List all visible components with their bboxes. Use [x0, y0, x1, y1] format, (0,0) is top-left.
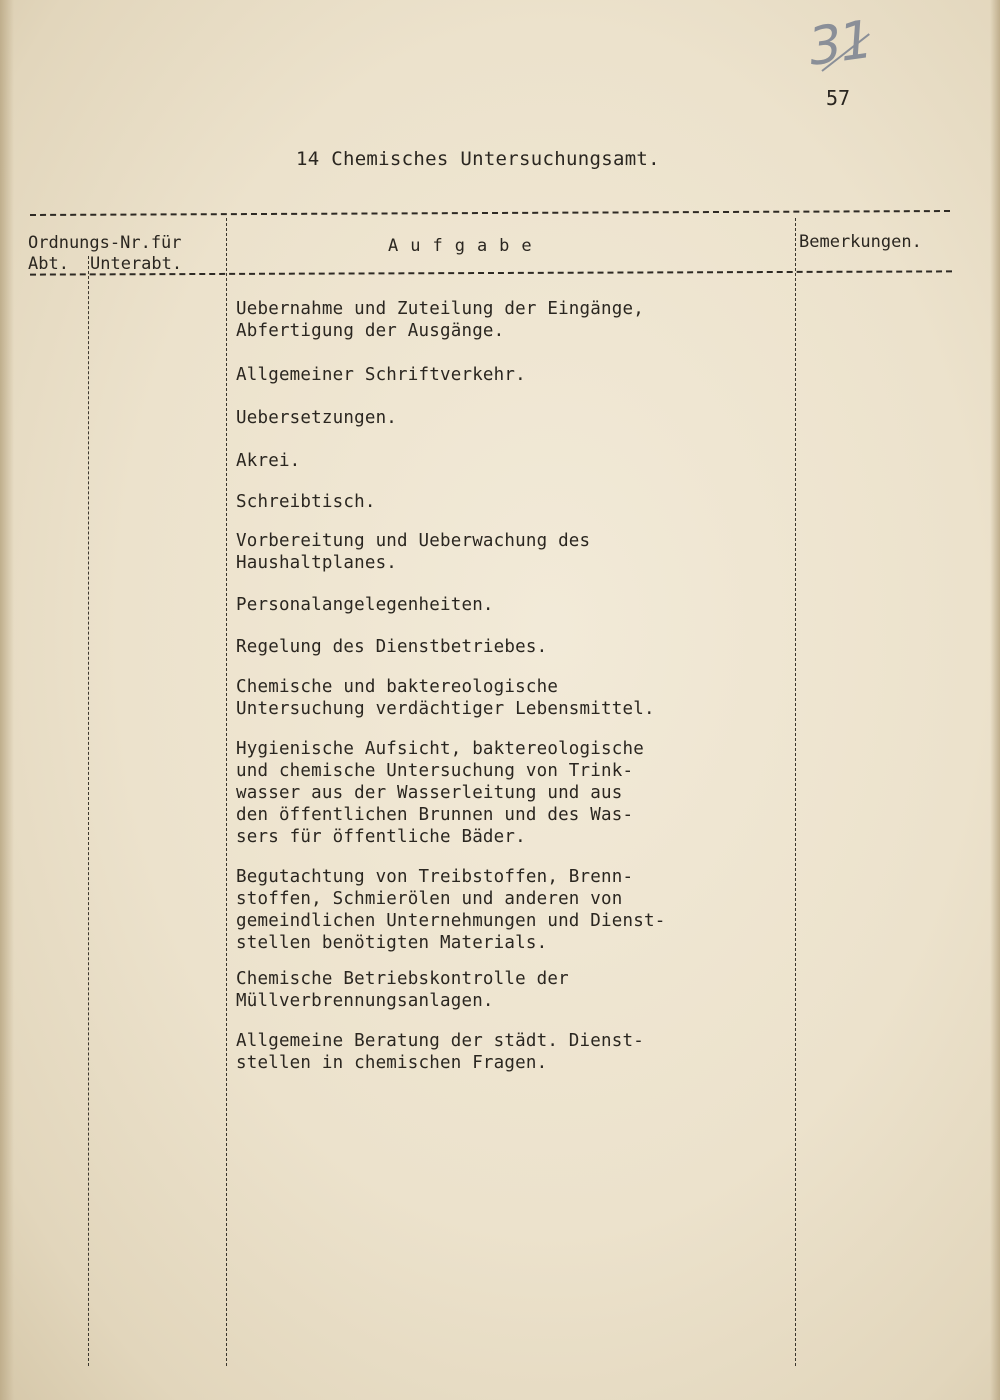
- header-unterabt: Unterabt.: [90, 254, 183, 274]
- header-bemerkungen: Bemerkungen.: [799, 232, 922, 252]
- page-number: 57: [826, 86, 851, 110]
- task-entry: Allgemeiner Schriftverkehr.: [236, 365, 526, 385]
- page-title: 14 Chemisches Untersuchungsamt.: [296, 148, 660, 170]
- task-entry: Chemische Betriebskontrolle der Müllverbrennungsanlagen.: [236, 969, 569, 1011]
- column-divider-abt: [88, 256, 89, 1366]
- task-entry: Vorbereitung und Ueberwachung des Haushaltplanes.: [236, 531, 591, 573]
- column-divider-aufgabe-left: [226, 218, 227, 1366]
- column-divider-aufgabe-right: [795, 218, 796, 1366]
- table-top-rule: [30, 210, 950, 216]
- task-entry: Uebernahme und Zuteilung der Eingänge, Abfertigung der Ausgänge.: [236, 299, 644, 341]
- task-entry: Hygienische Aufsicht, baktereologische und chemische Untersuchung von Trink- wasser aus der Wasserleitung und aus den öffentlichen Brunnen und des Was- sers für öffentliche Bäder.: [236, 739, 644, 847]
- task-entry: Uebersetzungen.: [236, 408, 398, 428]
- header-aufgabe: Aufgabe: [388, 236, 544, 256]
- task-entry: Regelung des Dienstbetriebes.: [236, 637, 548, 657]
- handwritten-folio-number: 31: [806, 9, 873, 79]
- header-abt: Abt.: [28, 254, 69, 274]
- task-entry: Schreibtisch.: [236, 492, 376, 512]
- task-entry: Begutachtung von Treibstoffen, Brenn- stoffen, Schmierölen und anderen von gemeindlichen Unternehmungen und Dienst- stellen benötigten Materials.: [236, 867, 666, 953]
- paper-edge-left: [0, 0, 14, 1400]
- task-entry: Personalangelegenheiten.: [236, 595, 494, 615]
- task-entry: Chemische und baktereologische Untersuchung verdächtiger Lebensmittel.: [236, 677, 655, 719]
- header-ordnungs-nr: Ordnungs-Nr.für: [28, 233, 182, 253]
- paper-edge-right: [990, 0, 1000, 1400]
- task-entry: Allgemeine Beratung der städt. Dienst- stellen in chemischen Fragen.: [236, 1031, 644, 1073]
- task-entry: Akrei.: [236, 451, 301, 471]
